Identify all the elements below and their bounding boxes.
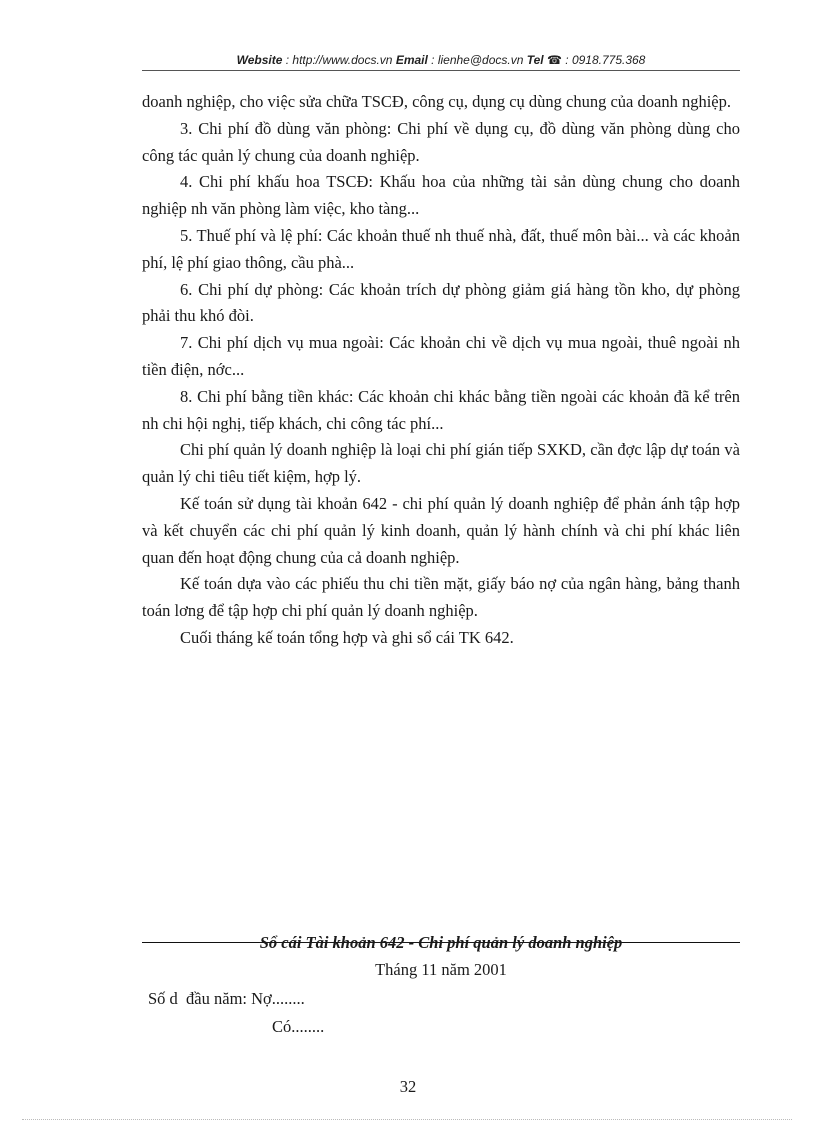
opening-balance-debit: Số d đầu năm: Nợ........ bbox=[148, 989, 305, 1008]
footer-divider bbox=[22, 1119, 792, 1120]
ledger-title: Sổ cái Tài khoản 642 - Chi phí quản lý doanh nghiệp bbox=[259, 933, 623, 952]
paragraph: Kế toán sử dụng tài khoản 642 - chi phí quản lý doanh nghiệp để phản ánh tập hợp và kết chuyển các chi phí quản lý kinh doanh, quản lý hành chính và chi phí khác liên quan đến hoạt động chung của cả doanh nghiệp. bbox=[142, 493, 740, 567]
paragraph: doanh nghiệp, cho việc sửa chữa TSCĐ, công cụ, dụng cụ dùng chung của doanh nghiệp. bbox=[142, 92, 731, 111]
page-number: 32 bbox=[399, 1077, 417, 1096]
paragraph: 5. Thuế phí và lệ phí: Các khoản thuế nh thuế nhà, đất, thuế môn bài... và các khoản phí, lệ phí giao thông, cầu phà... bbox=[142, 225, 740, 272]
body-text bbox=[142, 89, 740, 652]
tel-label: Tel bbox=[526, 53, 544, 67]
paragraph: 6. Chi phí dự phòng: Các khoản trích dự phòng giảm giá hàng tồn kho, dự phòng phải thu khó đòi. bbox=[142, 279, 740, 326]
paragraph: 8. Chi phí bằng tiền khác: Các khoản chi khác bằng tiền ngoài các khoản đã kể trên nh chi hội nghị, tiếp khách, chi công tác phí... bbox=[142, 386, 740, 433]
email-label: Email bbox=[395, 53, 428, 67]
paragraph: 7. Chi phí dịch vụ mua ngoài: Các khoản chi về dịch vụ mua ngoài, thuê ngoài nh tiền điện, nớc... bbox=[142, 333, 740, 379]
phone-icon: ☎ bbox=[546, 53, 562, 67]
email-value: : lienhe@docs.vn bbox=[427, 53, 527, 67]
paragraph: 4. Chi phí khấu hoa TSCĐ: Khấu hoa của những tài sản dùng chung cho doanh nghiệp nh văn phòng làm việc, kho tàng... bbox=[142, 172, 740, 219]
opening-balance-credit: Có........ bbox=[272, 1017, 325, 1036]
paragraph: Cuối tháng kế toán tổng hợp và ghi sổ cái TK 642. bbox=[180, 627, 514, 647]
paragraph: Chi phí quản lý doanh nghiệp là loại chi phí gián tiếp SXKD, cần đợc lập dự toán và quản lý chi tiêu tiết kiệm, hợp lý. bbox=[142, 440, 740, 487]
ledger-month: Tháng 11 năm 2001 bbox=[375, 960, 507, 979]
header-divider bbox=[142, 70, 740, 71]
tel-value: : 0918.775.368 bbox=[561, 53, 646, 67]
website-label: Website bbox=[236, 53, 283, 67]
page-header bbox=[142, 50, 740, 70]
paragraph: Kế toán dựa vào các phiếu thu chi tiền mặt, giấy báo nợ của ngân hàng, bảng thanh toán lơng để tập hợp chi phí quản lý doanh nghiệp. bbox=[142, 574, 740, 621]
ledger-heading bbox=[142, 932, 740, 954]
paragraph: 3. Chi phí đồ dùng văn phòng: Chi phí về dụng cụ, đồ dùng văn phòng dùng cho công tác quản lý chung của doanh nghiệp. bbox=[142, 118, 740, 165]
website-value: : http://www.docs.vn bbox=[282, 53, 396, 67]
